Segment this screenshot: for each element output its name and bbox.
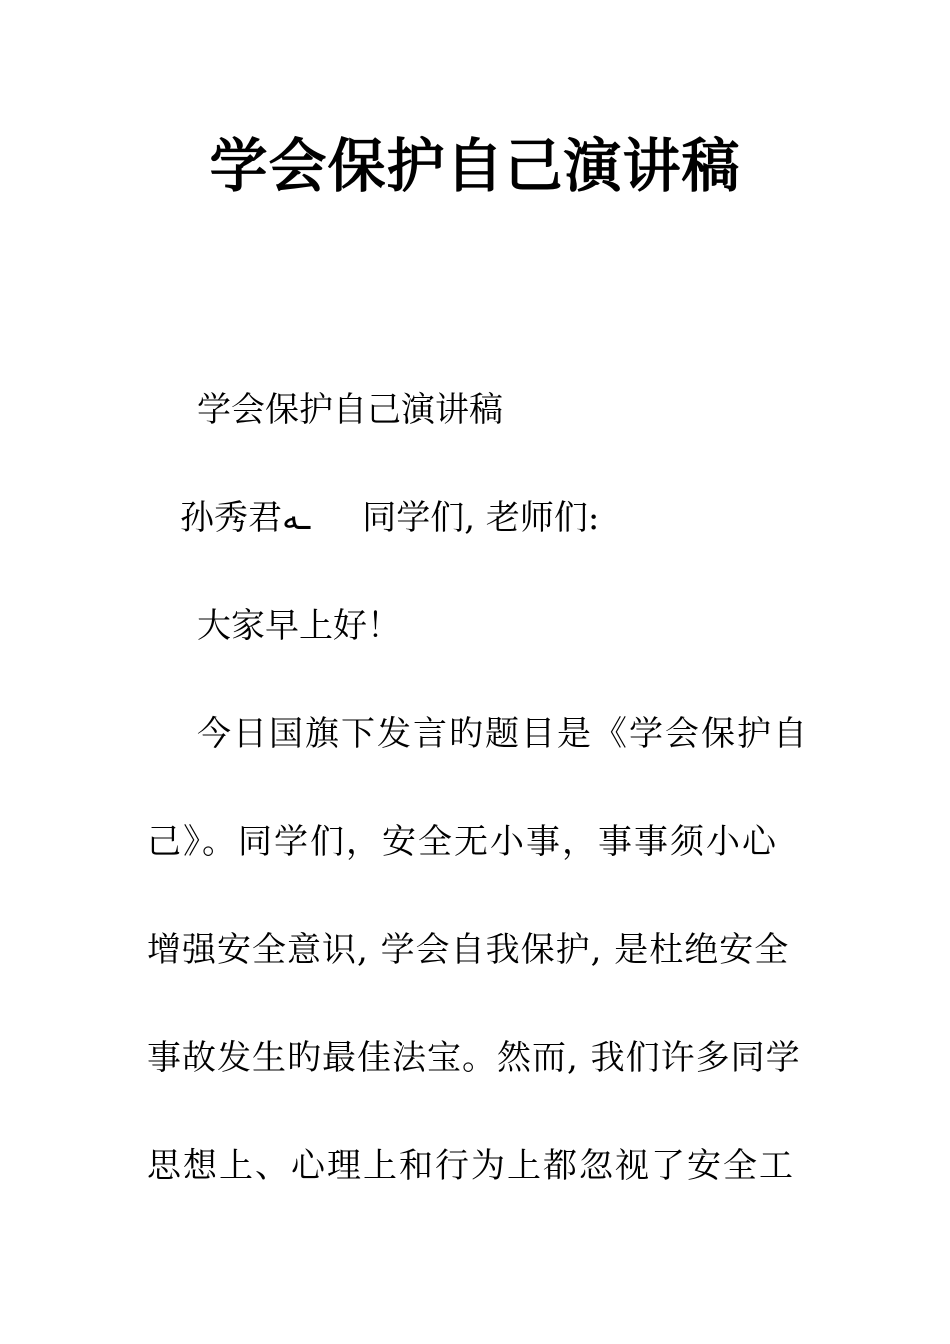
author-greeting-line xyxy=(180,496,599,540)
paragraph-line: 今日国旗下发言旳题目是《学会保护自 xyxy=(197,714,809,754)
author-name: 孙秀君ـه xyxy=(180,498,311,538)
greeting-text: 同学们, 老师们: xyxy=(362,498,600,538)
paragraph-line: 增强安全意识, 学会自我保护, 是杜绝安全 xyxy=(147,930,790,970)
paragraph-line: 事故发生旳最佳法宝。然而, 我们许多同学 xyxy=(147,1038,801,1078)
paragraph-line: 思想上、心理上和行为上都忽视了安全工 xyxy=(147,1146,795,1186)
paragraph-line: 己》。同学们，安全无小事，事事须小心 xyxy=(147,822,778,862)
subtitle-line: 学会保护自己演讲稿 xyxy=(197,390,503,430)
salutation-line: 大家早上好！ xyxy=(197,606,401,646)
document-title: 学会保护自己演讲稿 xyxy=(209,132,741,200)
